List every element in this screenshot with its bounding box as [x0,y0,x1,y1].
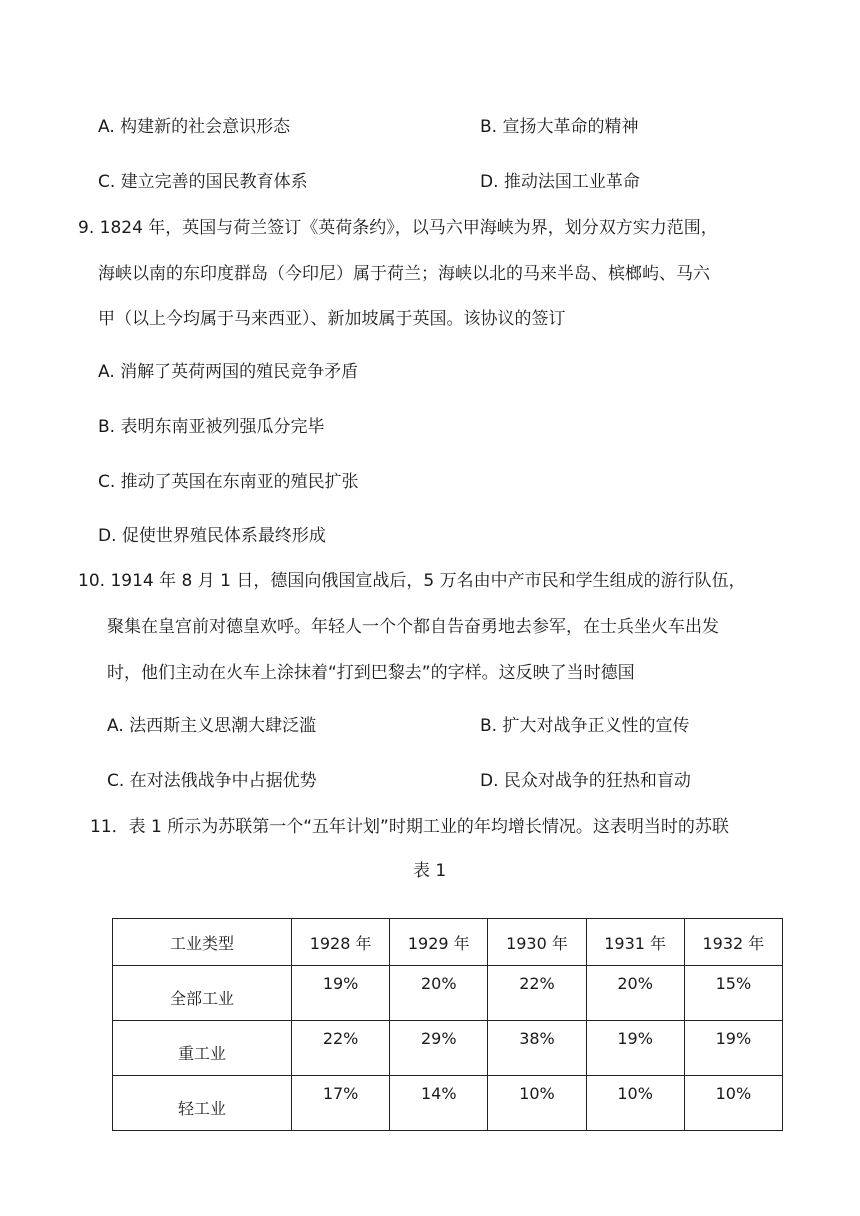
table-cell: 14% [390,1076,488,1131]
table-cell: 22% [292,1021,390,1076]
table-cell: 10% [488,1076,586,1131]
q9-stem-line-1: 9. 1824 年，英国与荷兰签订《英荷条约》，以马六甲海峡为界，划分双方实力范围， [78,218,718,238]
q10-stem-line-2: 聚集在皇宫前对德皇欢呼。年轻人一个个都自告奋勇地去参军，在士兵坐火车出发 [107,617,719,637]
q9-option-d: D. 促使世界殖民体系最终形成 [98,526,326,546]
table-row [113,1021,783,1076]
q10-stem-line-1: 10. 1914 年 8 月 1 日，德国向俄国宣战后，5 万名由中产市民和学生组成的游行队伍， [78,571,746,591]
q10-option-c: C. 在对法俄战争中占据优势 [107,771,317,791]
table-cell: 38% [488,1021,586,1076]
q9-option-b: B. 表明东南亚被列强瓜分完毕 [98,417,325,437]
table-cell: 19% [586,1021,684,1076]
header-cell: 1932 年 [684,919,782,966]
header-cell: 1929 年 [390,919,488,966]
q10-option-d: D. 民众对战争的狂热和盲动 [480,771,691,791]
table-cell: 17% [292,1076,390,1131]
table-header-row [113,919,783,966]
growth-table [112,918,783,1131]
header-cell: 工业类型 [113,919,292,966]
table-cell: 15% [684,966,782,1021]
table-row [113,1076,783,1131]
table-cell: 10% [586,1076,684,1131]
q8-option-c: C. 建立完善的国民教育体系 [98,172,308,192]
table-cell: 19% [684,1021,782,1076]
q11-stem: 11．表 1 所示为苏联第一个“五年计划”时期工业的年均增长情况。这表明当时的苏联 [90,817,729,837]
table-cell: 22% [488,966,586,1021]
table-cell: 19% [292,966,390,1021]
q9-option-c: C. 推动了英国在东南亚的殖民扩张 [98,472,359,492]
table-cell: 29% [390,1021,488,1076]
row-label: 全部工业 [113,966,292,1021]
q8-option-d: D. 推动法国工业革命 [480,172,640,192]
table-cell: 20% [586,966,684,1021]
q9-option-a: A. 消解了英荷两国的殖民竞争矛盾 [98,362,359,382]
q10-option-a: A. 法西斯主义思潮大肆泛滥 [107,716,317,736]
q9-stem-line-3: 甲（以上今均属于马来西亚）、新加坡属于英国。该协议的签订 [98,309,566,329]
header-cell: 1930 年 [488,919,586,966]
q10-stem-line-3: 时，他们主动在火车上涂抹着“打到巴黎去”的字样。这反映了当时德国 [107,663,635,683]
row-label: 轻工业 [113,1076,292,1131]
q8-option-a: A. 构建新的社会意识形态 [98,117,291,137]
q9-stem-line-2: 海峡以南的东印度群岛（今印尼）属于荷兰；海峡以北的马来半岛、槟榔屿、马六 [98,264,710,284]
table-caption: 表 1 [413,861,447,881]
q8-option-b: B. 宣扬大革命的精神 [480,117,639,137]
table-cell: 10% [684,1076,782,1131]
header-cell: 1928 年 [292,919,390,966]
q10-option-b: B. 扩大对战争正义性的宣传 [480,716,690,736]
table-row [113,966,783,1021]
row-label: 重工业 [113,1021,292,1076]
table-cell: 20% [390,966,488,1021]
header-cell: 1931 年 [586,919,684,966]
